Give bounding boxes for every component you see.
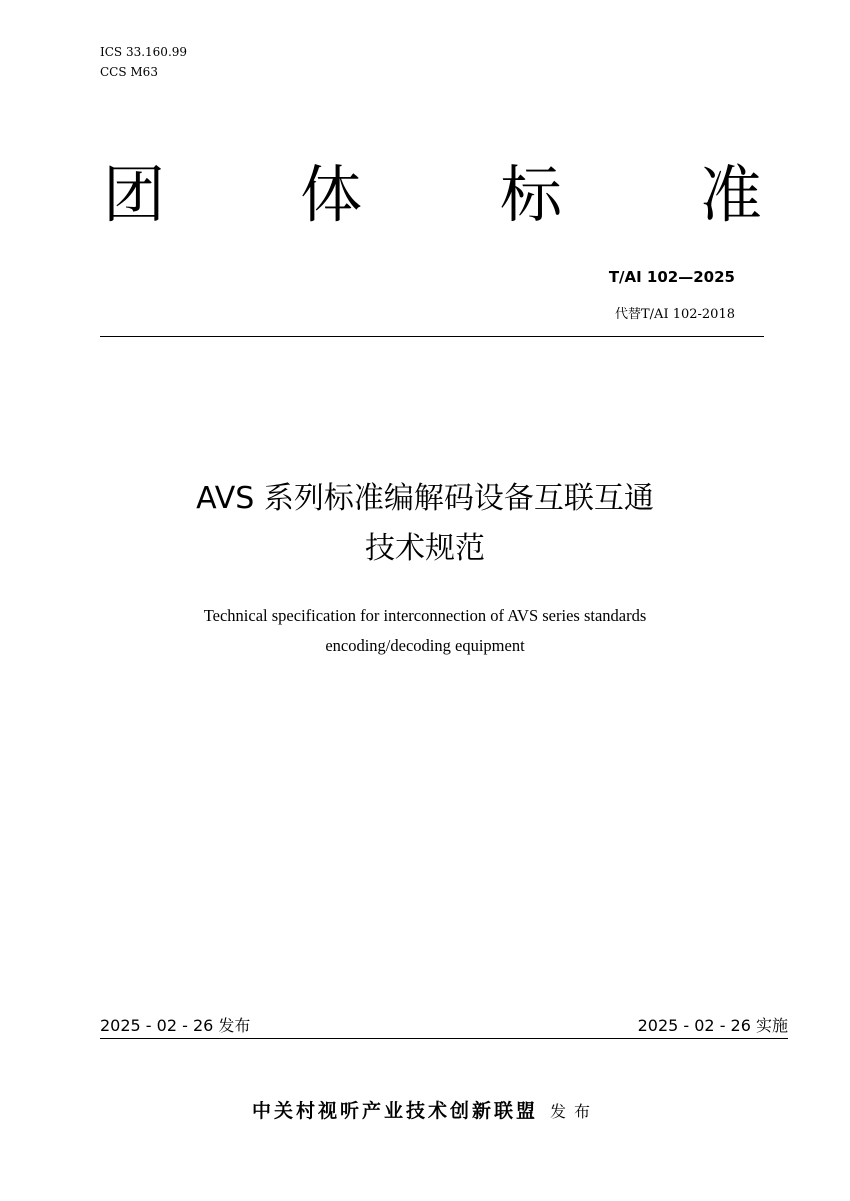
header-divider — [100, 336, 764, 337]
standard-type-char-4: 准 — [700, 158, 763, 231]
implement-date: 2025 - 02 - 26 实施 — [637, 1016, 788, 1035]
replaces-standard: 代替T/AI 102-2018 — [615, 307, 735, 322]
classification-codes — [100, 42, 187, 82]
standard-number: T/AI 102—2025 — [608, 268, 735, 286]
publish-date: 2025 - 02 - 26 发布 — [100, 1016, 251, 1035]
publisher-name: 中关村视听产业技术创新联盟 — [251, 1100, 538, 1122]
standard-type-char-3: 标 — [500, 158, 563, 231]
english-title-line-2: encoding/decoding equipment — [325, 636, 525, 655]
standard-type-char-2: 体 — [300, 158, 363, 231]
footer-divider — [100, 1038, 788, 1039]
ics-code: ICS 33.160.99 — [100, 45, 188, 59]
chinese-title-line-1: AVS 系列标准编解码设备互联互通 — [196, 481, 654, 516]
publisher-line — [0, 1096, 850, 1123]
ccs-code: CCS M63 — [100, 65, 158, 79]
english-title-line-1: Technical specification for interconnection of AVS series standards — [203, 606, 647, 625]
chinese-title-line-2: 技术规范 — [365, 531, 485, 566]
publisher-verb: 发布 — [550, 1102, 599, 1121]
standard-type-char-1: 团 — [103, 158, 166, 231]
